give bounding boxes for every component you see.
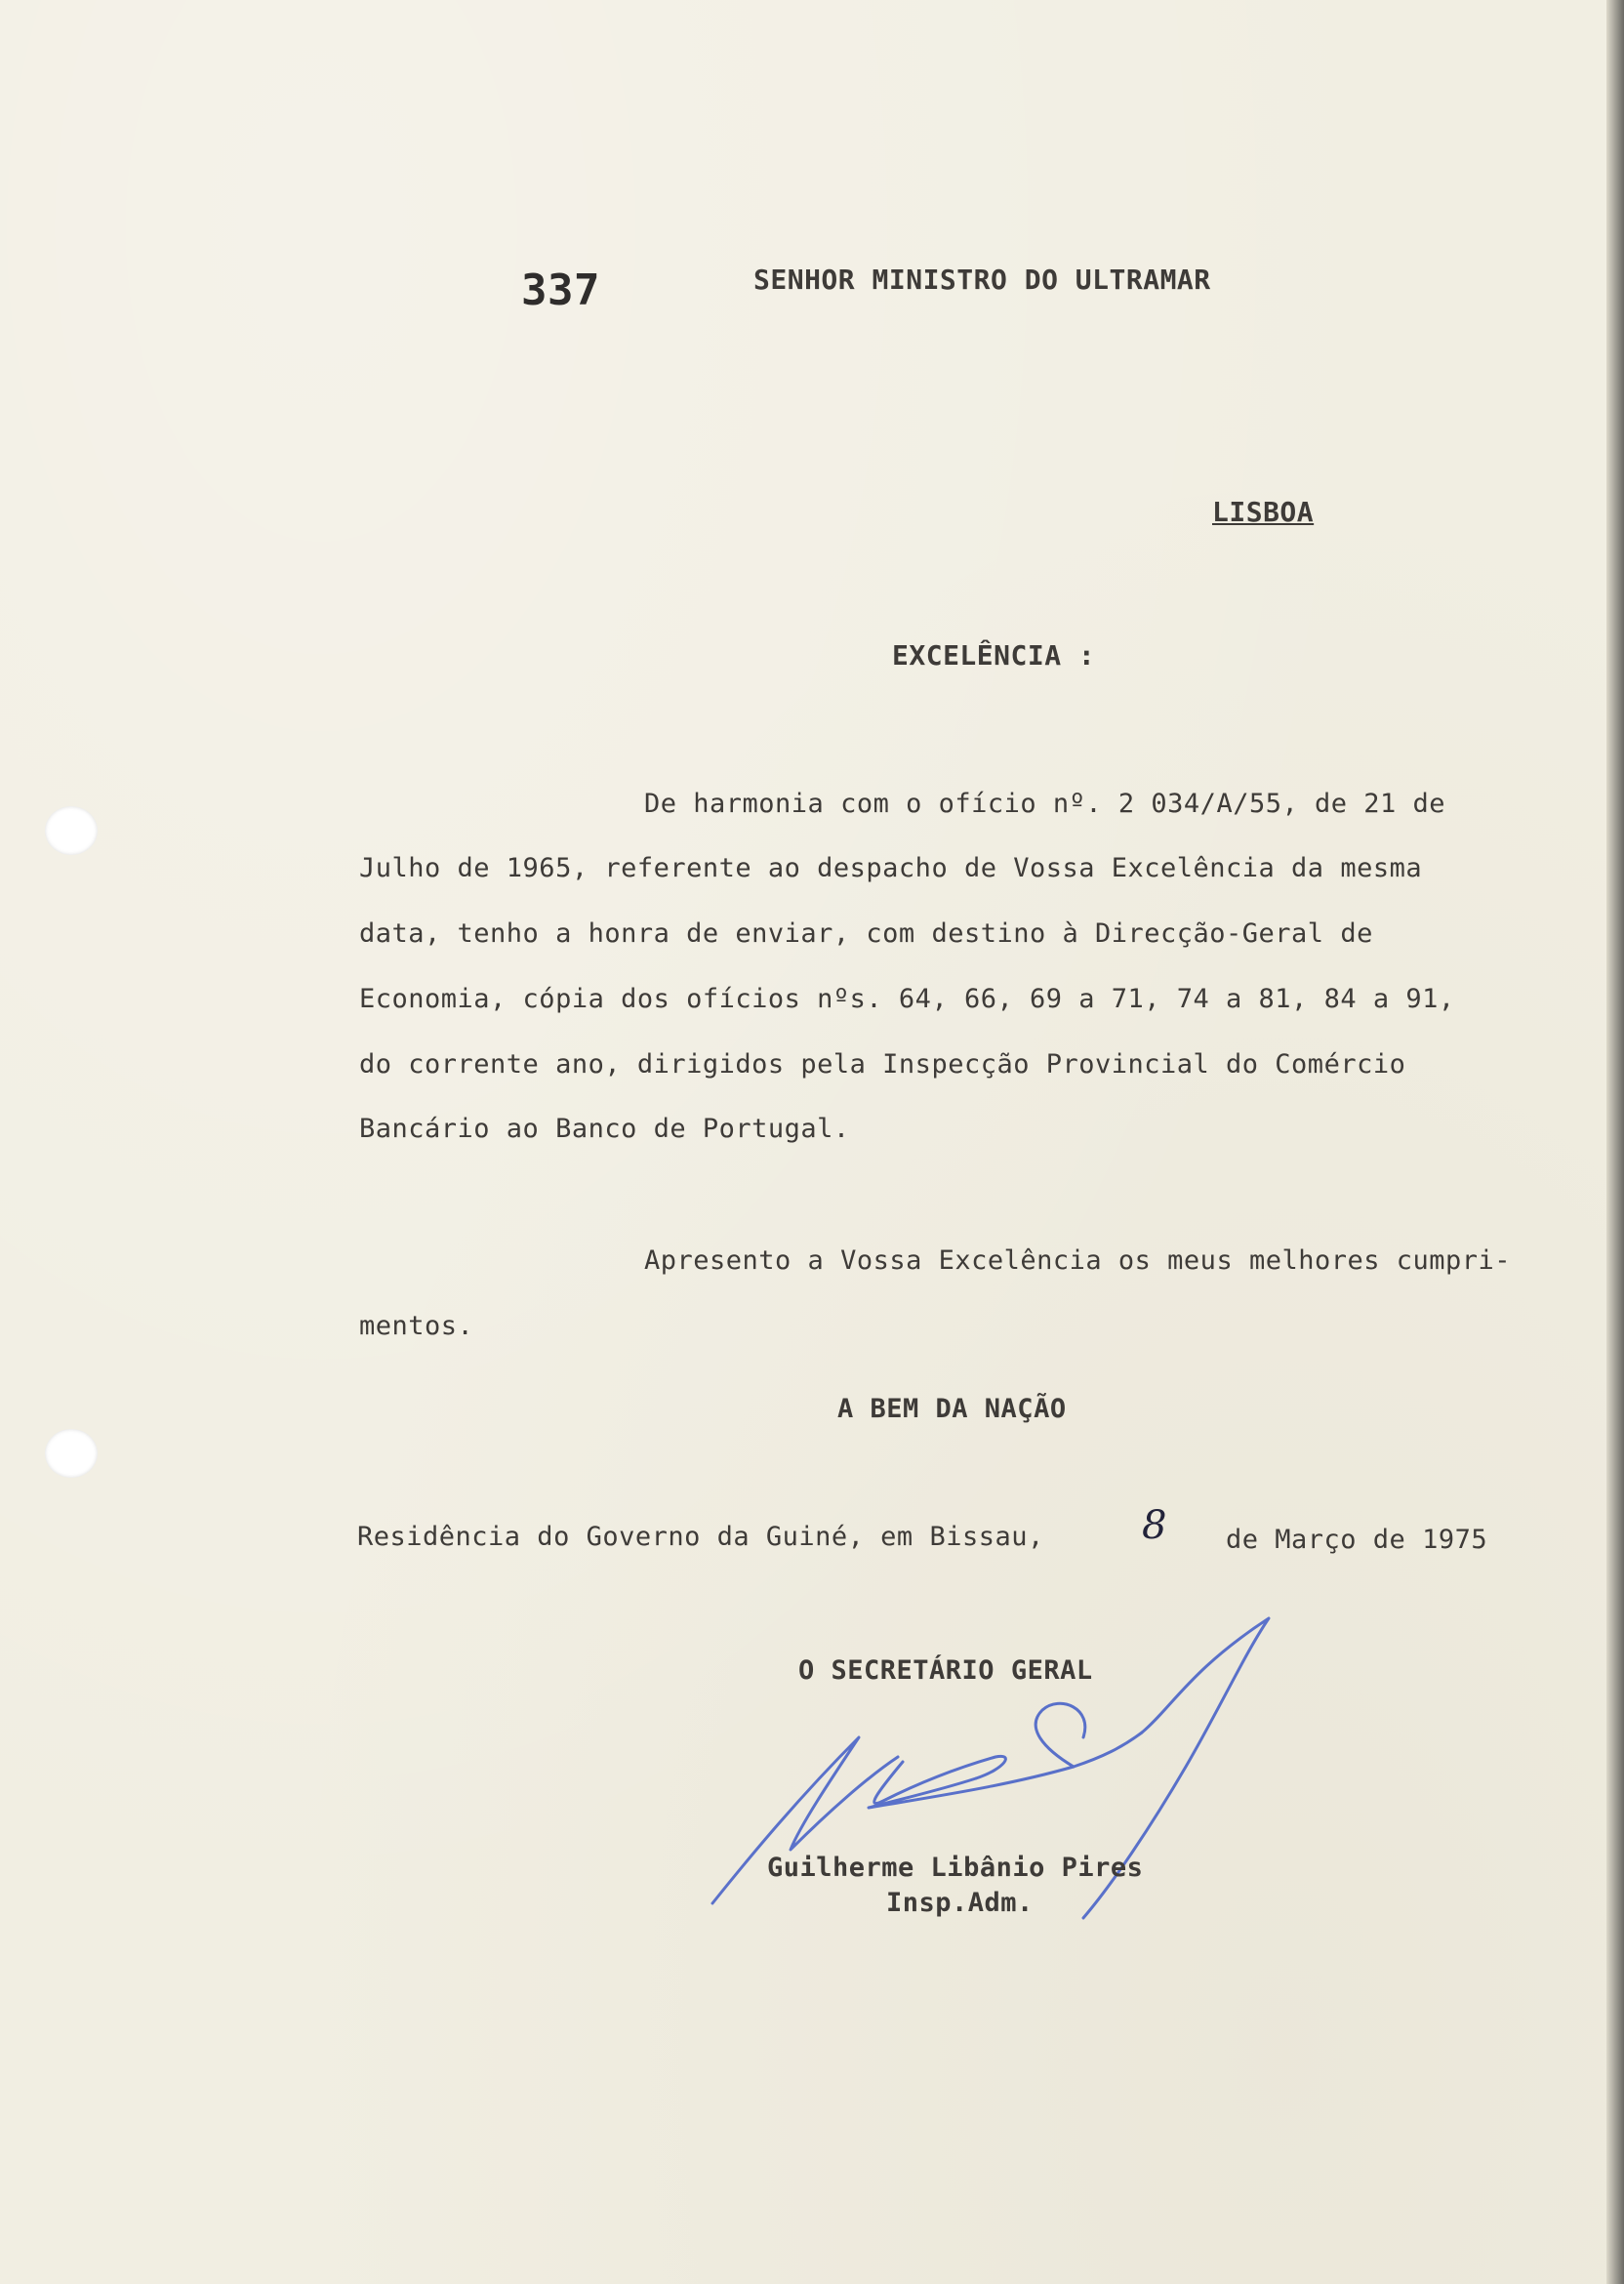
paragraph-1-line-3: data, tenho a honra de enviar, com destino à Direcção-Geral de [359,918,1373,949]
paragraph-1-line-6: Bancário ao Banco de Portugal. [359,1114,850,1144]
signatory-rank: Insp.Adm. [886,1888,1034,1918]
handwritten-signature [683,1601,1308,1933]
paragraph-1-line-5: do corrente ano, dirigidos pela Inspecção Provincial do Comércio [359,1049,1406,1080]
punch-hole-top [45,806,98,855]
addressee-line: SENHOR MINISTRO DO ULTRAMAR [753,264,1211,296]
place-date-suffix: de Março de 1975 [1226,1525,1488,1555]
paragraph-1-line-1: De harmonia com o ofício nº. 2 034/A/55, de 21 de [644,789,1446,819]
signatory-title: O SECRETÁRIO GERAL [798,1655,1093,1686]
punch-hole-bottom [45,1429,98,1478]
city-line: LISBOA [1212,496,1315,528]
place-date-prefix: Residência do Governo da Guiné, em Bissau, [357,1522,1044,1552]
handwritten-day: 8 [1142,1503,1167,1548]
paragraph-2-line-1: Apresento a Vossa Excelência os meus melhores cumpri- [644,1245,1512,1276]
salutation: EXCELÊNCIA : [892,639,1096,672]
paragraph-1-line-4: Economia, cópia dos ofícios nºs. 64, 66, 69 a 71, 74 a 81, 84 a 91, [359,984,1455,1014]
reference-number: 337 [521,265,600,315]
page-edge-shadow [1606,0,1624,2284]
signatory-name: Guilherme Libânio Pires [767,1853,1144,1883]
paragraph-2-line-2: mentos. [359,1311,474,1341]
closing-motto: A BEM DA NAÇÃO [837,1394,1067,1424]
paragraph-1-line-2: Julho de 1965, referente ao despacho de Vossa Excelência da mesma [359,853,1423,883]
